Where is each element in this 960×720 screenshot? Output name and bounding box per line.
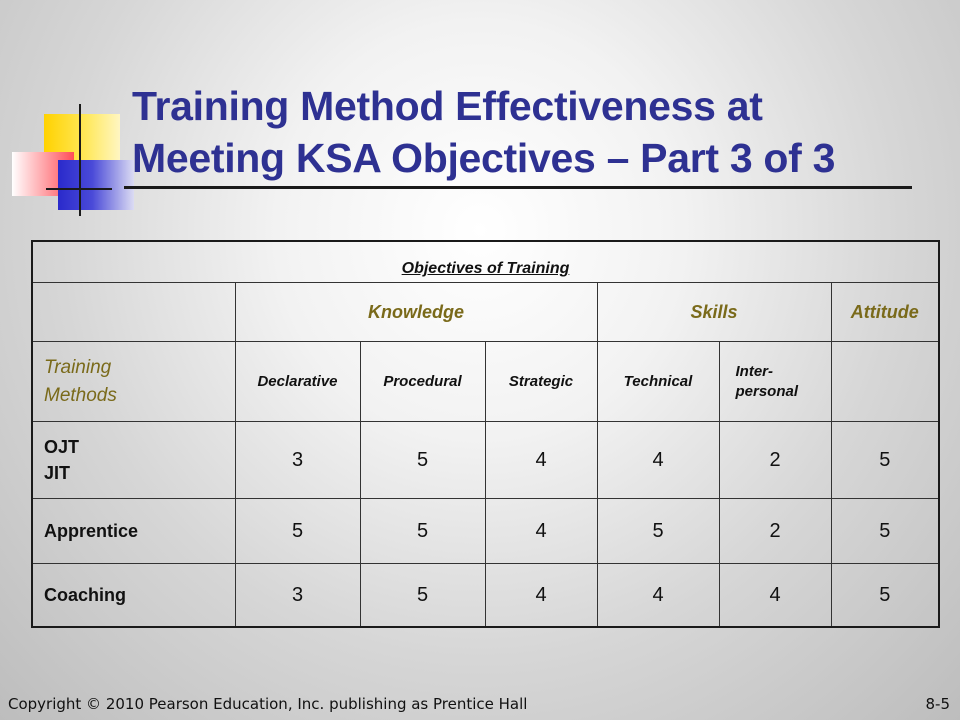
title-underline-rule [124,186,912,189]
method-label: OJT JIT [32,422,235,499]
value-cell: 4 [485,499,597,564]
table-row [32,422,939,499]
subcol-procedural: Procedural [360,342,485,422]
table-header-row [32,241,939,283]
category-attitude: Attitude [831,283,939,342]
subcol-declarative: Declarative [235,342,360,422]
value-cell: 4 [597,564,719,628]
page-number: 8-5 [925,695,950,713]
method-label: Apprentice [32,499,235,564]
logo-vertical-line [79,104,81,216]
value-cell: 4 [485,564,597,628]
value-cell: 2 [719,422,831,499]
table-row [32,564,939,628]
category-knowledge: Knowledge [235,283,597,342]
value-cell: 4 [485,422,597,499]
value-cell: 5 [831,564,939,628]
slide-title [132,80,932,184]
value-cell: 5 [235,499,360,564]
category-row [32,283,939,342]
ksa-effectiveness-table [31,240,940,628]
value-cell: 5 [831,422,939,499]
copyright-footer: Copyright © 2010 Pearson Education, Inc. publishing as Prentice Hall [8,695,528,713]
value-cell: 5 [831,499,939,564]
value-cell: 2 [719,499,831,564]
subcol-attitude-empty [831,342,939,422]
logo-blue-square [58,160,134,210]
slide-title-line-2: Meeting KSA Objectives – Part 3 of 3 [132,135,836,181]
subcol-interpersonal: Inter- personal [719,342,831,422]
value-cell: 5 [597,499,719,564]
slide-title-line-1: Training Method Effectiveness at [132,83,763,129]
training-methods-header: Training Methods [32,342,235,422]
value-cell: 5 [360,422,485,499]
category-skills: Skills [597,283,831,342]
value-cell: 5 [360,564,485,628]
table-row [32,499,939,564]
value-cell: 4 [597,422,719,499]
value-cell: 3 [235,422,360,499]
subcol-strategic: Strategic [485,342,597,422]
subcolumn-row [32,342,939,422]
value-cell: 5 [360,499,485,564]
value-cell: 4 [719,564,831,628]
subcol-technical: Technical [597,342,719,422]
value-cell: 3 [235,564,360,628]
objectives-header: Objectives of Training [32,241,939,283]
method-label: Coaching [32,564,235,628]
logo-horizontal-line [46,188,112,190]
empty-corner-cell [32,283,235,342]
